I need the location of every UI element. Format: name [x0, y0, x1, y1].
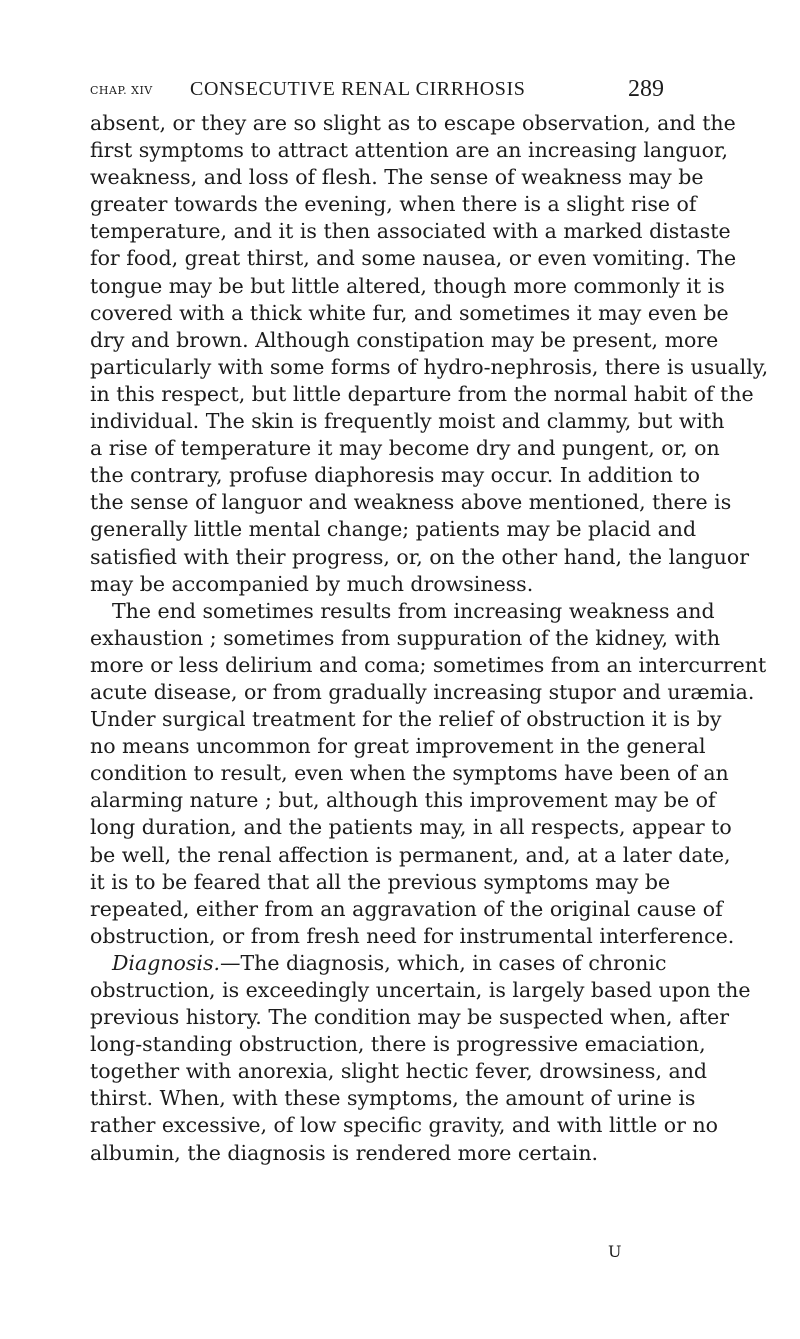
body-text — [90, 110, 769, 1167]
diagnosis-line — [90, 950, 667, 977]
text-line: for food, great thirst, and some nausea, or even vomiting. The — [90, 246, 737, 271]
text-line: long duration, and the patients may, in all respects, appear to — [90, 815, 732, 840]
text-line: temperature, and it is then associated with a marked distaste — [90, 219, 731, 244]
text-line: thirst. When, with these symptoms, the amount of urine is — [90, 1086, 696, 1111]
text-line: the contrary, profuse diaphoresis may occur. In addition to — [90, 463, 701, 488]
text-line: a rise of temperature it may become dry and pungent, or, on — [90, 436, 720, 461]
text-line: obstruction, is exceedingly uncertain, is largely based upon the — [90, 978, 751, 1002]
text-line: repeated, either from an aggravation of the original cause of — [90, 896, 723, 921]
text-line: albumin, the diagnosis is rendered more certain. — [90, 1140, 599, 1165]
text-line: may be accompanied by much drowsiness. — [90, 571, 534, 596]
text-line: acute disease, or from gradually increasing stupor and uræmia. — [90, 679, 755, 704]
text-line: long-standing obstruction, there is progressive emaciation, — [90, 1032, 706, 1057]
text-line: first symptoms to attract attention are an increasing languor, — [90, 138, 729, 163]
text-line: more or less delirium and coma; sometimes from an intercurrent — [90, 652, 767, 677]
text-line: previous history. The condition may be suspected when, after — [90, 1005, 730, 1030]
chapter-label: CHAP. XIV — [90, 84, 153, 97]
text-line: it is to be feared that all the previous symptoms may be — [90, 869, 671, 894]
text-line: The end sometimes results from increasing weakness and — [112, 598, 715, 623]
text-line: exhaustion ; sometimes from suppuration of the kidney, with — [90, 625, 721, 650]
text-line: be well, the renal affection is permanent, and, at a later date, — [90, 842, 731, 867]
text-line: covered with a thick white fur, and sometimes it may even be — [90, 300, 729, 325]
chapter-title: CONSECUTIVE RENAL CIRRHOSIS — [190, 78, 526, 100]
text-line: generally little mental change; patients may be placid and — [90, 517, 697, 542]
text-line: obstruction, or from fresh need for instrumental interference. — [90, 923, 735, 948]
text-run: —The diagnosis, which, in cases of chronic — [220, 950, 667, 975]
text-line: no means uncommon for great improvement in the general — [90, 734, 706, 759]
text-line: satisfied with their progress, or, on the other hand, the languor — [90, 544, 750, 569]
text-line: particularly with some forms of hydro-nephrosis, there is usually, — [90, 354, 769, 379]
text-line: together with anorexia, slight hectic fever, drowsiness, and — [90, 1059, 708, 1084]
text-line: alarming nature ; but, although this improvement may be of — [90, 788, 716, 813]
text-line: Under surgical treatment for the relief of obstruction it is by — [90, 707, 722, 732]
text-line: absent, or they are so slight as to escape observation, and the — [90, 111, 736, 135]
text-line: individual. The skin is frequently moist and clammy, but with — [90, 409, 725, 434]
signature-mark: U — [608, 1242, 622, 1261]
text-line: in this respect, but little departure from the normal habit of the — [90, 381, 754, 406]
text-line: rather excessive, of low specific gravity, and with little or no — [90, 1113, 718, 1138]
text-line: weakness, and loss of flesh. The sense of weakness may be — [90, 165, 704, 190]
section-heading: Diagnosis. — [112, 950, 220, 975]
running-header — [90, 76, 664, 106]
text-line: greater towards the evening, when there is a slight rise of — [90, 192, 697, 217]
text-line: dry and brown. Although constipation may be present, more — [90, 327, 719, 352]
page-number: 289 — [628, 76, 664, 102]
text-line: the sense of languor and weakness above mentioned, there is — [90, 490, 732, 515]
text-line: tongue may be but little altered, though more commonly it is — [90, 273, 725, 298]
text-line: condition to result, even when the symptoms have been of an — [90, 761, 729, 786]
